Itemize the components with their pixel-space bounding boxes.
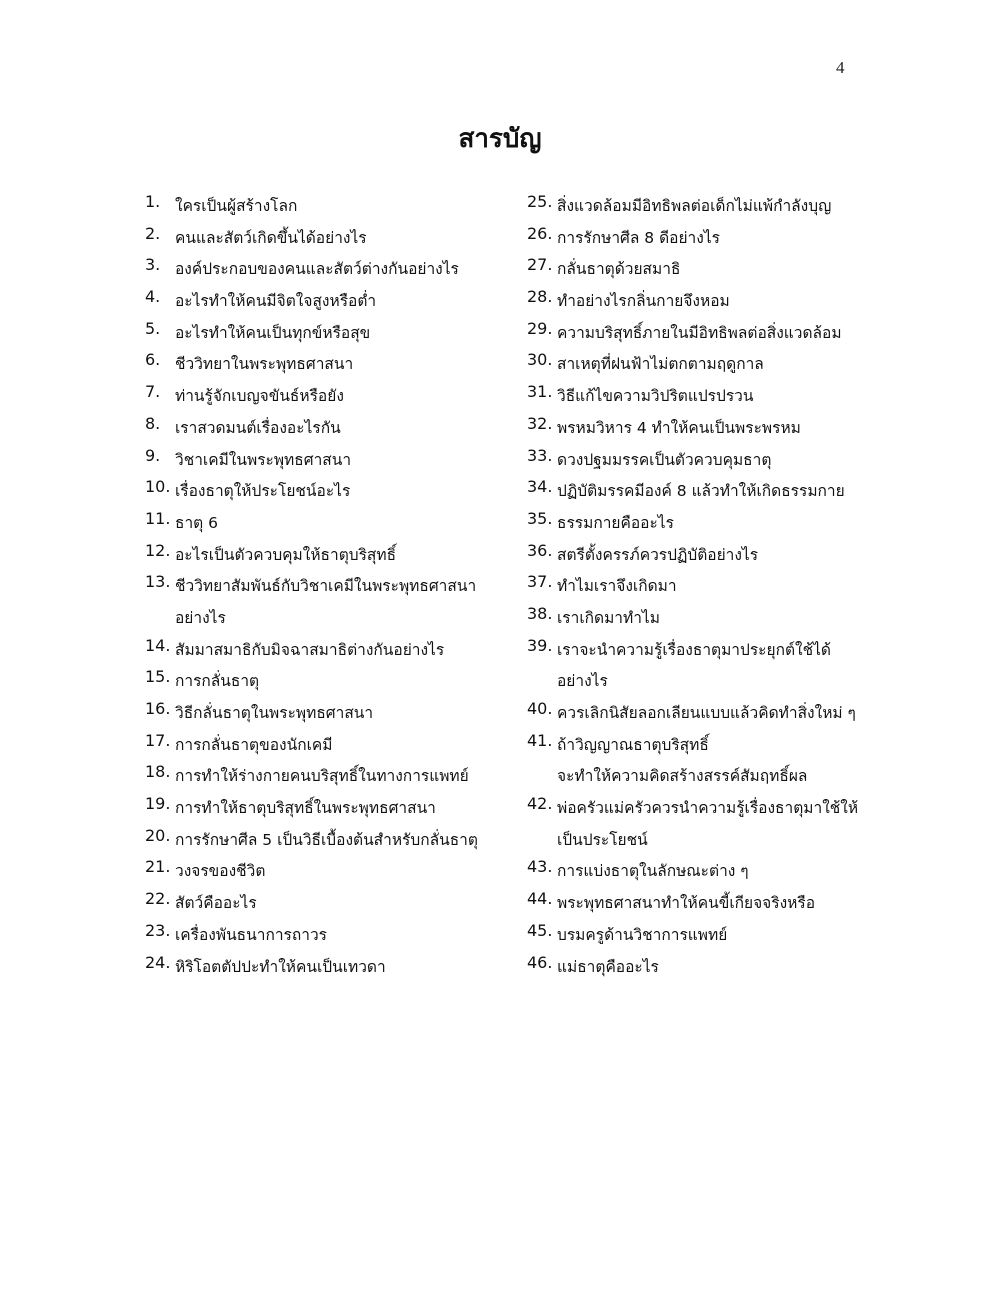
toc-entry-title — [175, 414, 341, 446]
toc-entry-line: วงจรของชีวิต — [175, 862, 266, 881]
toc-entry — [527, 477, 857, 509]
toc-entry-title — [175, 477, 350, 509]
toc-entry-title — [557, 953, 659, 985]
toc-entry — [145, 572, 515, 635]
toc-entry-line: ชีววิทยาในพระพุทธศาสนา — [175, 355, 354, 374]
toc-entry-number: 11. — [145, 508, 171, 528]
toc-entry-title — [557, 889, 815, 921]
toc-entry-line: การกลั่นธาตุ — [175, 672, 260, 691]
toc-entry-title — [175, 826, 478, 858]
toc-entry — [145, 857, 515, 889]
toc-entry-line: ธาตุ 6 — [175, 513, 219, 532]
toc-entry-number: 19. — [145, 794, 171, 814]
toc-entry-line: แม่ธาตุคืออะไร — [557, 957, 659, 976]
toc-entry — [527, 699, 857, 731]
toc-entry-line: ทำอย่างไรกลิ่นกายจึงหอม — [557, 292, 730, 311]
toc-entry — [145, 224, 515, 256]
toc-entry-title — [557, 319, 842, 351]
toc-entry-title — [557, 731, 807, 794]
toc-entry-line: เรื่องธาตุให้ประโยชน์อะไร — [175, 482, 351, 501]
toc-entry — [145, 889, 515, 921]
toc-entry-title — [175, 699, 373, 731]
toc-entry — [527, 572, 857, 604]
toc-entry — [527, 287, 857, 319]
toc-entry-title — [557, 541, 758, 573]
toc-entry-line: การกลั่นธาตุของนักเคมี — [175, 735, 333, 754]
toc-entry-title — [175, 509, 218, 541]
toc-entry-number: 6. — [145, 350, 161, 370]
toc-entry-line: ปฏิบัติมรรคมีองค์ 8 แล้วทำให้เกิดธรรมกาย — [557, 482, 845, 501]
toc-entry — [527, 414, 857, 446]
toc-entry-number: 45. — [527, 920, 553, 940]
toc-entry-line: ความบริสุทธิ์ภายในมีอิทธิพลต่อสิ่งแวดล้อม — [557, 323, 842, 342]
toc-entry-line: สัตว์คืออะไร — [175, 894, 257, 913]
toc-entry-title — [175, 857, 265, 889]
toc-entry-line: บรมครูด้านวิชาการแพทย์ — [557, 925, 728, 944]
toc-entry-number: 18. — [145, 762, 171, 782]
toc-entry-title — [557, 857, 749, 889]
toc-entry-line: อะไรเป็นตัวควบคุมให้ธาตุบริสุทธิ์ — [175, 545, 397, 564]
toc-entry — [527, 446, 857, 478]
toc-entry-number: 5. — [145, 318, 161, 338]
toc-entry — [145, 921, 515, 953]
toc-entry-number: 15. — [145, 667, 171, 687]
toc-entry-line: เครื่องพันธนาการถาวร — [175, 925, 327, 944]
toc-entry-line: กลั่นธาตุด้วยสมาธิ — [557, 260, 681, 279]
toc-entry-number: 34. — [527, 477, 553, 497]
toc-entry-number: 46. — [527, 952, 553, 972]
toc-entry-title — [175, 921, 327, 953]
toc-entry-number: 23. — [145, 920, 171, 940]
toc-entry-line: วิธีแก้ไขความวิปริตแปรปรวน — [557, 387, 754, 406]
toc-entry-number: 38. — [527, 603, 553, 623]
toc-entry-title — [557, 572, 677, 604]
toc-entry-title — [557, 350, 764, 382]
toc-entry — [527, 541, 857, 573]
toc-entry-number: 27. — [527, 255, 553, 275]
toc-entry-title — [557, 287, 730, 319]
toc-entry-line: วิชาเคมีในพระพุทธศาสนา — [175, 450, 352, 469]
toc-entry-title — [175, 192, 297, 224]
toc-entry-number: 41. — [527, 730, 553, 750]
toc-entry — [527, 509, 857, 541]
toc-entry-line: พระพุทธศาสนาทำให้คนขี้เกียจจริงหรือ — [557, 894, 816, 913]
toc-entry-line: สัมมาสมาธิกับมิจฉาสมาธิต่างกันอย่างไร — [175, 640, 445, 659]
toc-entry-number: 44. — [527, 889, 553, 909]
toc-entry-number: 40. — [527, 699, 553, 718]
page-number: 4 — [836, 58, 845, 77]
toc-entry — [145, 541, 515, 573]
toc-entry-line: พรหมวิหาร 4 ทำให้คนเป็นพระพรหม — [557, 418, 801, 437]
toc-entry-title — [175, 350, 353, 382]
toc-entry — [145, 319, 515, 351]
toc-entry-number: 21. — [145, 857, 171, 877]
toc-entry-number: 4. — [145, 287, 161, 307]
toc-entry-title — [175, 319, 370, 351]
toc-entry-line: อะไรทำให้คนเป็นทุกข์หรือสุข — [175, 323, 371, 342]
toc-entry-number: 14. — [145, 635, 171, 655]
toc-entry-title — [557, 477, 845, 509]
toc-entry-number: 35. — [527, 508, 553, 528]
toc-entry — [527, 319, 857, 351]
toc-entry-number: 12. — [145, 540, 171, 560]
toc-entry-number: 30. — [527, 350, 553, 370]
toc-entry-line: วิธีกลั่นธาตุในพระพุทธศาสนา — [175, 704, 374, 722]
toc-entry — [527, 921, 857, 953]
toc-entry-line: การแบ่งธาตุในลักษณะต่าง ๆ — [557, 862, 749, 881]
toc-entry-line: ใครเป็นผู้สร้างโลก — [175, 197, 298, 215]
toc-entry — [145, 446, 515, 478]
toc-entry-number: 24. — [145, 952, 171, 972]
toc-left-column — [145, 192, 515, 984]
toc-entry — [527, 889, 857, 921]
toc-entry-number: 7. — [145, 382, 161, 402]
toc-entry-line: อะไรทำให้คนมีจิตใจสูงหรือต่ำ — [175, 292, 377, 311]
toc-entry — [145, 636, 515, 668]
page-title: สารบัญ — [458, 124, 542, 154]
toc-entry — [145, 699, 515, 731]
toc-entry-title — [175, 572, 476, 635]
toc-entry-number: 32. — [527, 413, 553, 433]
toc-entry — [145, 509, 515, 541]
toc-entry — [145, 382, 515, 414]
toc-entry-line: ถ้าวิญญาณธาตุบริสุทธิ์ — [557, 735, 709, 754]
toc-entry — [527, 192, 857, 224]
toc-entry-title — [175, 794, 436, 826]
toc-entry — [145, 350, 515, 382]
toc-entry-number: 31. — [527, 382, 553, 402]
toc-entry-title — [175, 382, 344, 414]
toc-entry-number: 1. — [145, 192, 161, 211]
toc-entry-line: เราเกิดมาทำไม — [557, 608, 660, 627]
toc-entry — [527, 350, 857, 382]
toc-entry-line: ดวงปฐมมรรคเป็นตัวควบคุมธาตุ — [557, 450, 772, 469]
toc-entry-title — [557, 255, 680, 287]
toc-entry-line: องค์ประกอบของคนและสัตว์ต่างกันอย่างไร — [175, 260, 459, 279]
toc-entry-line: สิ่งแวดล้อมมีอิทธิพลต่อเด็กไม่แพ้กำลังบุญ — [557, 197, 832, 215]
toc-entry-number: 8. — [145, 413, 161, 433]
toc-entry-line: เราจะนำความรู้เรื่องธาตุมาประยุกต์ใช้ได้ — [557, 640, 831, 659]
toc-entry — [145, 794, 515, 826]
toc-entry-line: เป็นประโยชน์ — [557, 830, 648, 849]
toc-entry-number: 22. — [145, 889, 171, 909]
toc-entry-line: หิริโอตตัปปะทำให้คนเป็นเทวดา — [175, 957, 386, 976]
toc-entry-number: 2. — [145, 223, 161, 243]
toc-entry-title — [557, 636, 831, 699]
toc-entry-number: 36. — [527, 540, 553, 560]
toc-entry — [527, 636, 857, 699]
toc-entry — [145, 953, 515, 985]
toc-entry-number: 33. — [527, 445, 553, 465]
toc-entry — [145, 414, 515, 446]
toc-entry-number: 3. — [145, 255, 161, 275]
toc-entry — [527, 857, 857, 889]
toc-entry-title — [557, 414, 801, 446]
toc-entry — [145, 287, 515, 319]
toc-entry — [527, 731, 857, 794]
toc-entry-line: ท่านรู้จักเบญจขันธ์หรือยัง — [175, 387, 344, 406]
toc-entry-title — [557, 446, 771, 478]
toc-entry-number: 43. — [527, 857, 553, 877]
toc-entry-title — [175, 287, 376, 319]
toc-entry-title — [557, 794, 858, 857]
toc-entry-line: ทำไมเราจึงเกิดมา — [557, 577, 677, 596]
toc-entry-line: จะทำให้ความคิดสร้างสรรค์สัมฤทธิ์ผล — [557, 767, 808, 786]
toc-entry-title — [175, 224, 367, 256]
toc-entry — [145, 762, 515, 794]
toc-entry-title — [557, 921, 727, 953]
toc-entry-title — [175, 636, 444, 668]
toc-entry-title — [175, 446, 351, 478]
toc-entry-line: อย่างไร — [175, 608, 226, 627]
toc-entry — [145, 731, 515, 763]
toc-entry-number: 37. — [527, 572, 553, 592]
toc-entry-title — [175, 667, 259, 699]
toc-entry-line: คนและสัตว์เกิดขึ้นได้อย่างไร — [175, 228, 367, 247]
toc-entry-number: 39. — [527, 635, 553, 655]
toc-entry — [527, 953, 857, 985]
toc-entry-title — [175, 255, 459, 287]
toc-entry — [145, 255, 515, 287]
toc-entry — [527, 794, 857, 857]
toc-entry-number: 29. — [527, 318, 553, 338]
toc-entry-line: การทำให้ร่างกายคนบริสุทธิ์ในทางการแพทย์ — [175, 767, 469, 786]
toc-entry — [145, 192, 515, 224]
toc-entry-line: ธรรมกายคืออะไร — [557, 513, 674, 532]
toc-entry — [145, 826, 515, 858]
toc-entry-title — [557, 604, 660, 636]
toc-entry-title — [557, 699, 856, 731]
toc-entry-number: 26. — [527, 223, 553, 243]
toc-entry — [527, 255, 857, 287]
toc-entry-line: การทำให้ธาตุบริสุทธิ์ในพระพุทธศาสนา — [175, 799, 436, 818]
toc-entry-number: 28. — [527, 287, 553, 307]
toc-entry-title — [175, 762, 469, 794]
toc-entry-number: 17. — [145, 730, 171, 750]
toc-entry-number: 13. — [145, 572, 171, 592]
toc-entry-number: 25. — [527, 192, 553, 211]
toc-entry — [145, 667, 515, 699]
toc-entry-line: การรักษาศีล 5 เป็นวิธีเบื้องต้นสำหรับกลั่นธาตุ — [175, 830, 478, 849]
toc-entry-line: การรักษาศีล 8 ดีอย่างไร — [557, 228, 720, 247]
toc-entry-number: 20. — [145, 825, 171, 845]
toc-entry-line: สาเหตุที่ฝนฟ้าไม่ตกตามฤดูกาล — [557, 355, 764, 374]
toc-entry-title — [175, 731, 332, 763]
toc-entry-title — [175, 541, 396, 573]
toc-entry-title — [557, 192, 831, 224]
toc-entry-line: เราสวดมนต์เรื่องอะไรกัน — [175, 418, 341, 437]
toc-entry-title — [175, 889, 257, 921]
toc-entry-number: 10. — [145, 477, 171, 497]
toc-entry-number: 9. — [145, 445, 161, 465]
toc-entry-line: พ่อครัวแม่ครัวควรนำความรู้เรื่องธาตุมาใช้ให้ — [557, 799, 859, 818]
toc-entry-title — [175, 953, 386, 985]
toc-entry — [145, 477, 515, 509]
toc-entry-title — [557, 382, 753, 414]
toc-entry-line: สตรีตั้งครรภ์ควรปฏิบัติอย่างไร — [557, 545, 759, 564]
toc-entry — [527, 604, 857, 636]
toc-entry — [527, 224, 857, 256]
toc-entry-number: 16. — [145, 699, 171, 718]
toc-entry — [527, 382, 857, 414]
toc-entry-title — [557, 224, 720, 256]
toc-entry-line: ชีววิทยาสัมพันธ์กับวิชาเคมีในพระพุทธศาสนา — [175, 577, 477, 596]
toc-entry-line: ควรเลิกนิสัยลอกเลียนแบบแล้วคิดทำสิ่งใหม่ ๆ — [557, 704, 856, 722]
toc-entry-number: 42. — [527, 794, 553, 814]
toc-entry-line: อย่างไร — [557, 672, 608, 691]
toc-right-column — [527, 192, 857, 984]
toc-entry-title — [557, 509, 674, 541]
